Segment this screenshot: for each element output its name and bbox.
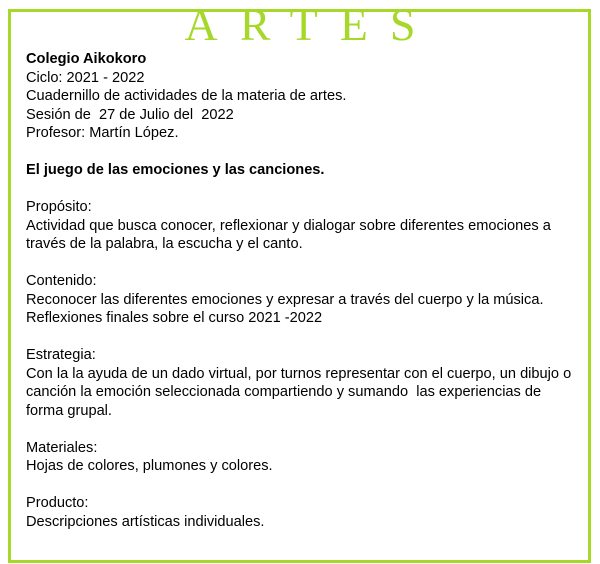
activity-title: El juego de las emociones y las canciones.: [26, 162, 325, 178]
school-name: Colegio Aikokoro: [26, 51, 147, 67]
product-line: Descripciones artísticas individuales.: [26, 513, 265, 530]
session-date: Sesión de 27 de Julio del 2022: [26, 106, 234, 123]
strategy-heading: Estrategia:: [26, 347, 96, 363]
teacher: Profesor: Martín López.: [26, 125, 179, 141]
strategy-line: Con la la ayuda de un dado virtual, por turnos representar con el cuerpo, un dibujo o: [26, 365, 572, 382]
document-body: [26, 50, 581, 531]
materials-line: Hojas de colores, plumones y colores.: [26, 458, 273, 474]
strategy-line: forma grupal.: [26, 402, 112, 419]
content-heading: Contenido:: [26, 273, 97, 289]
product-heading: Producto:: [26, 495, 89, 511]
strategy-line: canción la emoción seleccionada compartiendo y sumando las experiencias de: [26, 384, 542, 400]
purpose-line: través de la palabra, la escucha y el canto.: [26, 236, 303, 252]
purpose-line: Actividad que busca conocer, reflexionar y dialogar sobre diferentes emociones a: [26, 217, 551, 234]
notebook-description: Cuadernillo de actividades de la materia de artes.: [26, 88, 347, 104]
purpose-heading: Propósito:: [26, 199, 92, 215]
materials-heading: Materiales:: [26, 439, 98, 456]
content-line: Reconocer las diferentes emociones y expresar a través del cuerpo y la música.: [26, 291, 544, 308]
content-line: Reflexiones finales sobre el curso 2021 -2022: [26, 310, 323, 326]
cycle: Ciclo: 2021 - 2022: [26, 69, 145, 86]
page-title: ARTES: [184, 0, 438, 50]
